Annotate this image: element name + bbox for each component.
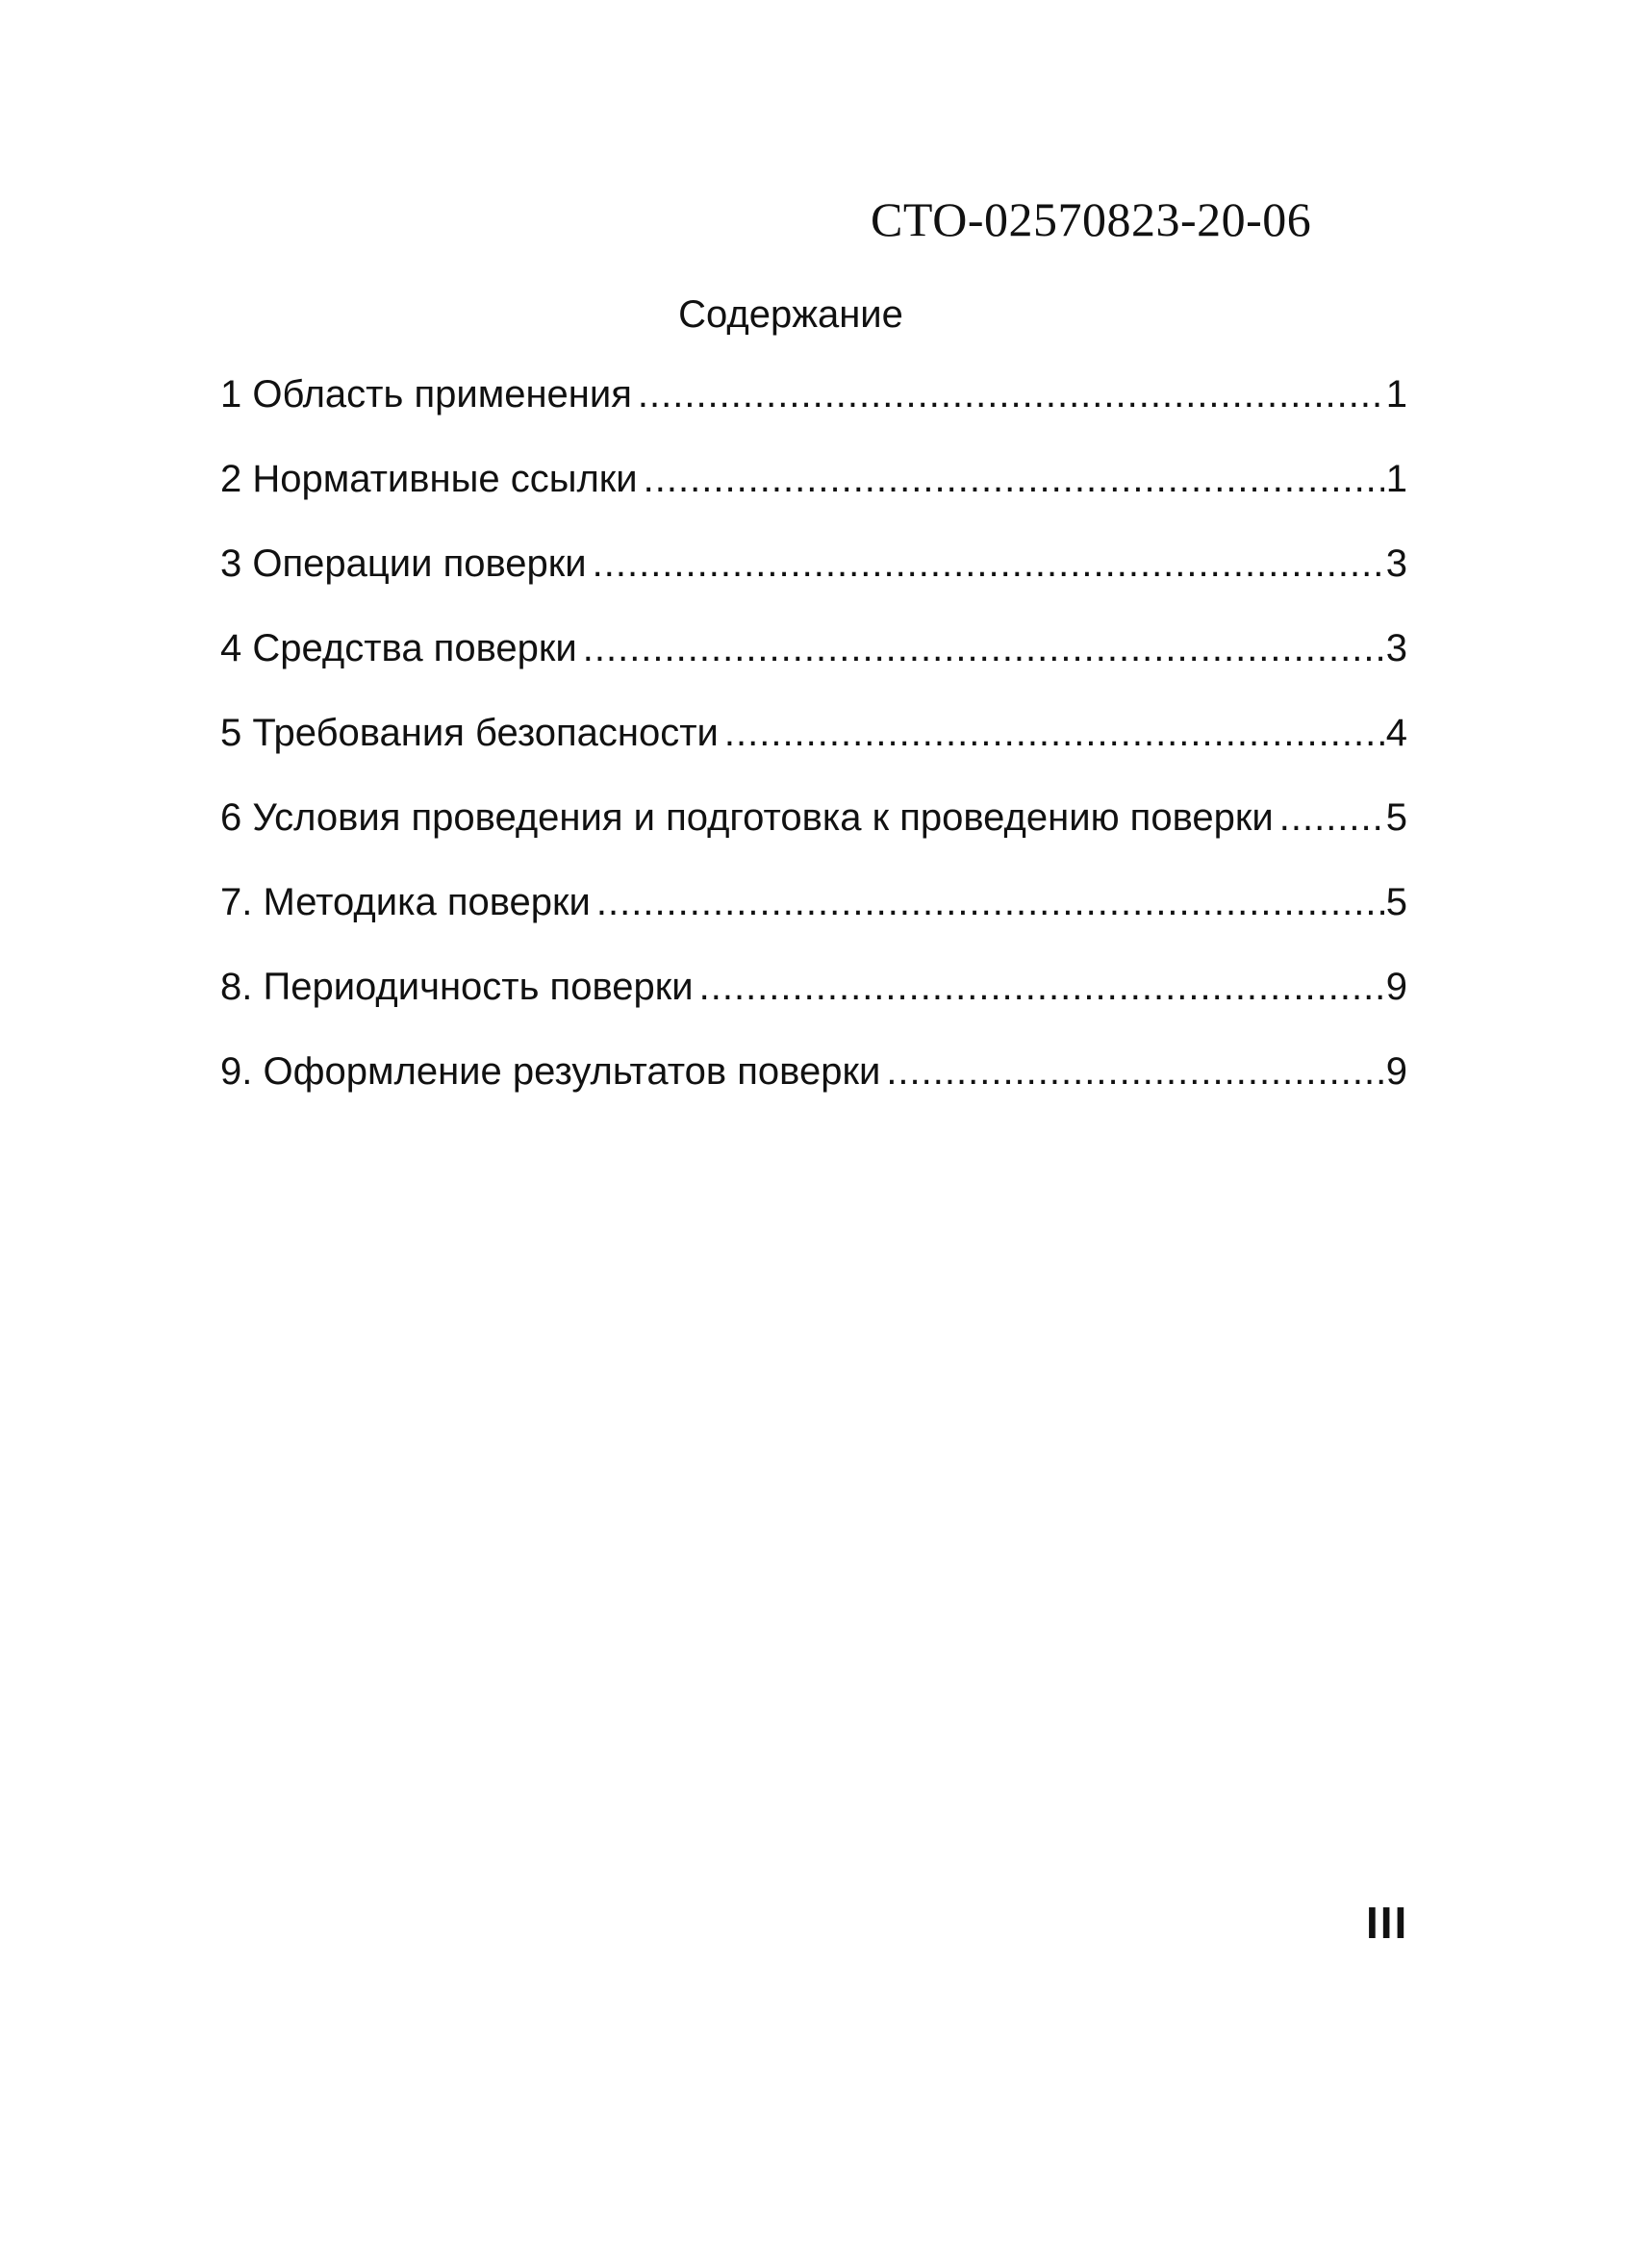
- toc-title: Содержание: [678, 293, 903, 336]
- toc-leader-dots: [596, 883, 1384, 921]
- toc-leader-dots: [593, 544, 1384, 583]
- toc-entry-label: 2 Нормативные ссылки: [220, 458, 638, 500]
- toc-entry: [220, 968, 1407, 1052]
- toc-leader-dots: [583, 629, 1384, 668]
- toc-entry-label: 9. Оформление результатов поверки: [220, 1050, 881, 1093]
- toc-entry-label: 4 Средства поверки: [220, 627, 577, 669]
- toc-leader-dots: [644, 460, 1384, 498]
- toc-entry: [220, 544, 1407, 629]
- toc-entry-label: 1 Область применения: [220, 373, 632, 416]
- table-of-contents: [220, 375, 1407, 1137]
- toc-entry: [220, 883, 1407, 968]
- document-code: СТО-02570823-20-06: [871, 192, 1312, 246]
- toc-entry-page: 9: [1385, 966, 1407, 1008]
- toc-leader-dots: [638, 375, 1384, 414]
- toc-leader-dots: [699, 968, 1384, 1006]
- toc-entry-page: 1: [1385, 373, 1407, 416]
- toc-leader-dots: [886, 1052, 1383, 1091]
- toc-entry-label: 7. Методика поверки: [220, 881, 591, 923]
- toc-entry-page: 3: [1385, 627, 1407, 669]
- toc-entry-label: 3 Операции поверки: [220, 542, 587, 585]
- toc-entry-page: 3: [1385, 542, 1407, 585]
- toc-entry-label: 5 Требования безопасности: [220, 712, 719, 754]
- toc-entry-page: 5: [1385, 796, 1407, 839]
- toc-entry-page: 9: [1385, 1050, 1407, 1093]
- toc-entry: [220, 460, 1407, 544]
- page-number: III: [1366, 1898, 1409, 1948]
- toc-entry-page: 5: [1385, 881, 1407, 923]
- toc-entry: [220, 1052, 1407, 1137]
- toc-entry-label: 6 Условия проведения и подготовка к проведению поверки: [220, 796, 1274, 839]
- toc-entry-label: 8. Периодичность поверки: [220, 966, 694, 1008]
- toc-leader-dots: [724, 714, 1384, 752]
- toc-entry: [220, 629, 1407, 714]
- toc-entry-page: 4: [1385, 712, 1407, 754]
- toc-entry: [220, 375, 1407, 460]
- toc-entry: [220, 798, 1407, 883]
- toc-leader-dots: [1279, 798, 1384, 837]
- toc-entry: [220, 714, 1407, 798]
- toc-entry-page: 1: [1385, 458, 1407, 500]
